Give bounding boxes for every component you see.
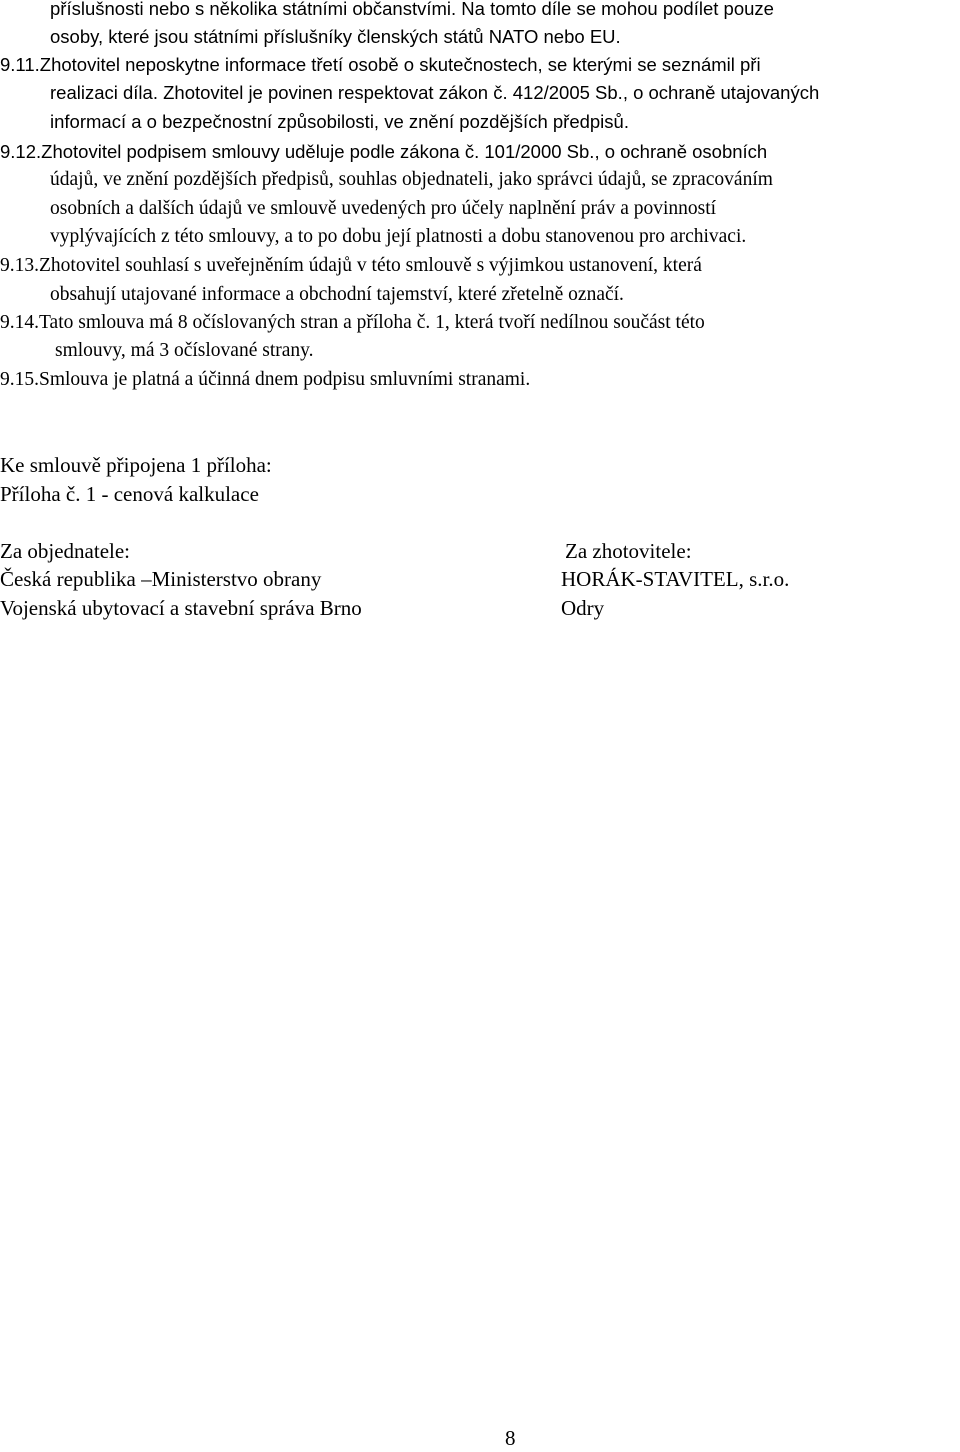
text-line: příslušnosti nebo s několika státními občanstvími. Na tomto díle se mohou podílet pouze (50, 0, 774, 19)
attachment-item: Příloha č. 1 - cenová kalkulace (0, 482, 259, 506)
clause-9-11: 9.11.Zhotovitel neposkytne informace třetí osobě o skutečnostech, se kterými se seznámil při (0, 54, 761, 75)
client-unit: Vojenská ubytovací a stavební správa Brno (0, 596, 362, 620)
clause-9-13: 9.13.Zhotovitel souhlasí s uveřejněním údajů v této smlouvě s výjimkou ustanovení, která (0, 255, 702, 276)
text-line: vyplývajících z této smlouvy, a to po dobu její platnosti a dobu stanovenou pro archivaci. (50, 226, 747, 247)
clause-9-14: 9.14.Tato smlouva má 8 očíslovaných stran a příloha č. 1, která tvoří nedílnou součást této (0, 312, 705, 333)
text-line: informací a o bezpečnostní způsobilosti, ve znění pozdějších předpisů. (50, 111, 629, 132)
text-line: obsahují utajované informace a obchodní tajemství, které zřetelně označí. (50, 284, 624, 305)
page-number: 8 (505, 1426, 516, 1450)
text-line: osobních a dalších údajů ve smlouvě uvedených pro účely naplnění práv a povinností (50, 198, 717, 219)
contractor-name: HORÁK-STAVITEL, s.r.o. (561, 567, 790, 591)
text-line: smlouvy, má 3 očíslované strany. (55, 340, 314, 361)
clause-9-15: 9.15.Smlouva je platná a účinná dnem podpisu smluvními stranami. (0, 369, 531, 390)
contractor-location: Odry (561, 596, 605, 620)
text-line: údajů, ve znění pozdějších předpisů, souhlas objednateli, jako správci údajů, se zpracováním (50, 169, 773, 190)
contractor-label: Za zhotovitele: (565, 539, 692, 563)
client-label: Za objednatele: (0, 539, 131, 563)
clause-9-12: 9.12.Zhotovitel podpisem smlouvy uděluje podle zákona č. 101/2000 Sb., o ochraně osobních (0, 141, 768, 162)
text-line: osoby, které jsou státními příslušníky členských států NATO nebo EU. (50, 26, 621, 47)
text-line: realizaci díla. Zhotovitel je povinen respektovat zákon č. 412/2005 Sb., o ochraně utajovaných (50, 82, 820, 103)
client-name: Česká republika –Ministerstvo obrany (0, 567, 322, 591)
attachment-intro: Ke smlouvě připojena 1 příloha: (0, 453, 272, 477)
